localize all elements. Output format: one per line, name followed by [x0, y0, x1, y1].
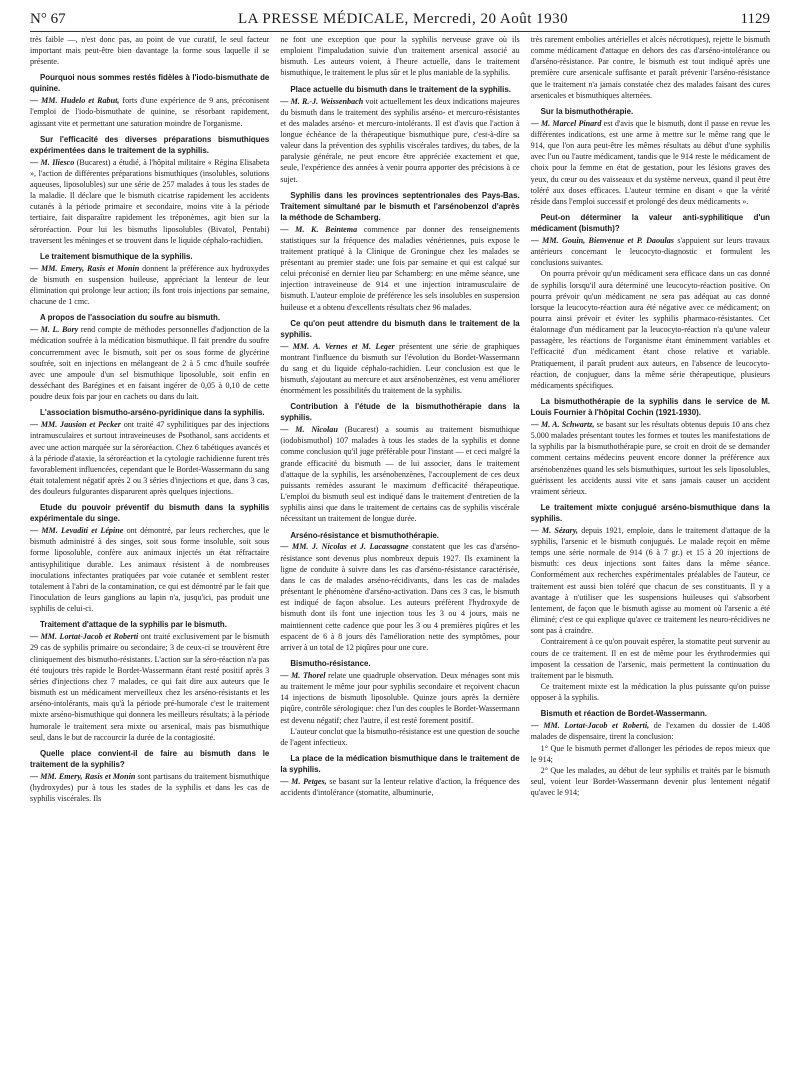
abstract-title: La place de la médication bismuthique dans le traitement de la syphilis. — [280, 754, 520, 774]
running-header — [30, 6, 770, 32]
abstract-authors: — MM. Emery, Rasis et Monin — [30, 263, 140, 273]
abstract-body: commence par donner des renseignements statistiques sur la fréquence des maladies vénériennes, puis expose le traitement pratiqué à la Clinique de Groningue chez les malades se présentant au premier stade: une fois par semaine et qui est calqué sur celui préconisé en dernier lieu par Schamberg: en une même séance, une injection intraveineuse de 914 et une injection intramusculaire de bismuth. L'auteur emploie de préférence les sels insolubles en suspension huileuse et a obtenu d'excellents résultats chez 96 malades. — [280, 224, 520, 312]
abstract-arseno-resistance — [280, 531, 519, 653]
abstract-bordet-wassermann — [531, 709, 770, 798]
abstract-place-actuelle — [280, 85, 519, 185]
abstract-body: ont traité 47 syphilitiques par des injections intramusculaires et surtout intraveineuses de Psothanol, sans accidents et avec une action marquée sur la séroréaction. Chez 6 tabétiques avancés et à la période d'ataxie, la séroréaction et la cytologie rachidienne furent très favorablement influencées, cependant que le Bordet-Wassermann du sang était totalement négatif après 2 ou 3 séries d'injections et que, dans 3 cas, des douleurs fulgurantes disparurent après quelques injections. — [30, 420, 270, 497]
abstract-title: Arséno-résistance et bismuthothérapie. — [290, 530, 439, 540]
abstract-title: Traitement d'attaque de la syphilis par le bismuth. — [40, 620, 227, 630]
abstract-title: Contribution à l'étude de la bismuthothérapie dans la syphilis. — [280, 402, 520, 423]
column-2-continuation: ne font une exception que pour la syphilis nerveuse grave où ils emploient l'impaludation suivie d'un traitement arsenical associé au bismuth. Les auteurs voient, à l'heure actuelle, dans le traitement bismuthique, le traitement le plus sûr et le plus maniable de la syphilis. — [280, 35, 520, 78]
abstract-pays-bas — [280, 191, 519, 313]
abstract-body: (Bucarest) a soumis au traitement bismuthique (iodobismuthol) 107 malades à tous les stades de la syphilis et donne comme conclusion qu'il juge préférable pour l'instant — et ceci malgré la grande efficacité du bismuth — de lui associer, dans le traitement d'attaque de la syphilis, les arsénobenzènes, l'accouplement de ces deux puissants remèdes assurant le maximum d'efficacité thérapeutique. L'emploi du bismuth seul est indiqué dans le traitement d'entretien de la syphilis ainsi que dans le traitement de certains cas de syphilis viscérale nécessitant un traitement de longue durée. — [280, 425, 520, 524]
abstract-body: (Bucarest) a étudié, à l'hôpital militaire « Régina Elisabeta », l'action de différentes préparations bismuthiques (insolubles, solutions aqueuses, liposolubles) sur une série de 257 malades à tous les stades de la maladie. Il déclare que le bismuth cicatrise rapidement les accidents cutanés à la période primaire et secondaire, moins vite à la période tertiaire, fait disparaître rapidement les tréponèmes, agit bien sur la séroréaction. Pour lui les bismuths liposolubles (Bivatol, Pentabi) traversent les méninges et se trouvent dans le liquide céphalo-rachidien. — [30, 157, 270, 245]
abstract-arseno-pyridinique — [30, 408, 269, 497]
abstract-body: constatent que les cas d'arséno-résistance sont devenus plus nombreux depuis 1927. Ils examinent la ligne de conduite à suivre dans les cas d'arséno-résistance caractérisée, dans le cas de malades arséno-récidivants, dans les cas de malades présentant le phénomène d'arséno-activation. Dans ces 3 cas, le bismuth est indiqué de façon absolue. Les auteurs préfèrent l'hydroxyde de bismuth dont ils font une injection tous les 3 ou 4 jours, mais ne maintiennent cette cadence que pour les 3 ou 4 premières piqûres et les espacent de 6 à 8 jours dès l'amélioration nette des symptômes, pour arriver à un total de 12 piqûres pour une cure. — [280, 542, 520, 652]
column-1 — [30, 34, 269, 1076]
column-3 — [531, 34, 770, 1076]
abstract-body: donnent la préférence aux hydroxydes de bismuth en suspension huileuse, appréciant la lenteur de leur élimination qui prolonge leur action; ils font trois injections par semaine, chacune de 1 cmc. — [30, 263, 270, 307]
abstract-traitement-mixte — [531, 503, 770, 703]
abstract-paragraph: Contrairement à ce qu'on pouvait espérer, la stomatite peut survenir au cours de ce traitement. Il en est de même pour les érythrodermies qui imposent la cessation de l'arsenic, mais permettent la continuation du traitement par le bismuth. — [530, 637, 770, 680]
abstract-title: Peut-on déterminer la valeur anti-syphilitique d'un médicament (bismuth)? — [530, 213, 770, 233]
abstract-authors: — MM. A. Vernes et M. Leger — [280, 341, 395, 351]
abstract-soufre — [30, 313, 269, 402]
abstract-authors: — MM. Lortat-Jacob et Roberti — [30, 632, 139, 642]
abstract-title: Pourquoi nous sommes restés fidèles à l'iodo-bismuthate de quinine. — [30, 73, 270, 94]
abstract-title: Sur la bismuthothérapie. — [540, 106, 634, 116]
abstract-title: La bismuthothérapie de la syphilis dans le service de M. Louis Fournier à l'hôpital Cochin (1921-1930). — [530, 397, 770, 417]
abstract-bismuthotherapie — [531, 107, 770, 207]
abstract-authors: — M. Petges, — [280, 776, 327, 786]
abstract-body: se basant sur la lenteur relative d'action, la fréquence des accidents d'intolérance (stomatite, albuminurie, — [280, 776, 520, 797]
abstract-preparations — [30, 135, 269, 246]
abstract-title: Bismutho-résistance. — [290, 659, 371, 669]
abstract-body: de l'examen du dossier de 1.408 malades de dispensaire, tirent la conclusion: — [530, 721, 770, 742]
abstract-paragraph: L'auteur conclut que la bismutho-résistance est une question de souche de l'agent infectieux. — [280, 726, 520, 747]
abstract-body: ont démontré, par leurs recherches, que le bismuth administré à des singes, soit sous forme insoluble, soit sous forme liposoluble, confère aux animaux injectés un état réfractaire antisyphilitique durable. Les animaux résistent à de nombreuses inoculations infectantes pratiquées par voie cutanée et semblent rester totalement à l'abri de la contamination, ce qui est démontré par le fait que l'inoculation de leurs ganglions au lapin n'a, jusqu'ici, pas produit une syphilis de celui-ci. — [30, 526, 270, 614]
abstract-authors: — M. Nicolau — [280, 425, 338, 435]
abstract-authors: — MM. Jausion et Pecker — [30, 420, 121, 430]
abstract-iodobismuthate — [30, 73, 269, 128]
abstract-authors: — M. A. Schwartz, — [530, 419, 595, 429]
abstract-quelle-place — [30, 749, 269, 804]
abstract-traitement-bismuthique — [30, 252, 269, 308]
abstract-body: ont traité exclusivement par le bismuth 29 cas de syphilis primaire ou secondaire; 3 de ceux-ci se trouvèrent être cliniquement des bismutho-résistants. L'action sur la séro-réaction n'a pas été toujours très rapide le Bordet-Wassermann étant resté positif après 3 séries d'injections chez 7 malades, ce qui fait dire aux auteurs que le bismuth est un médicament merveilleux chez les arséno-résistants et les arséno-intolérants, mais qu'à la période pré-humorale c'est le traitement mixte arséno-bismuthique qui donnera les meilleurs résultats; à la période humorale le traitement sera mixte ou arsenical, mais pas bismuthique seul, dans le but de raccourcir la durée de la contagiosité. — [30, 632, 270, 742]
abstract-traitement-attaque — [30, 620, 269, 742]
abstract-contribution — [280, 402, 519, 524]
conclusion-item: 2° Que les malades, au début de leur syphilis et traités par le bismuth seul, voient leur Bordet-Wassermann devenir plus lentement négatif qu'avec le 914; — [530, 765, 770, 798]
abstract-authors: — M. R.-J. Weissenbach — [280, 96, 364, 106]
abstract-title: Syphilis dans les provinces septentrionales des Pays-Bas. Traitement simultané par le bismuth et l'arsénobenzol d'après la méthode de Schamberg. — [280, 190, 520, 222]
abstract-valeur-anti-syphilitique — [531, 213, 770, 391]
abstract-title: Bismuth et réaction de Bordet-Wassermann. — [540, 709, 707, 719]
abstract-bismutho-resistance — [280, 659, 519, 748]
abstract-body: s'appuient sur leurs travaux antérieurs concernant le leucocyto-diagnostic et formulent les conclusions suivantes. — [530, 235, 770, 268]
abstract-cochin — [531, 397, 770, 497]
abstract-paragraph: On pourra prévoir qu'un médicament sera efficace dans un cas donné de syphilis lorsqu'il aura déterminé une leucocyto-réaction positive. On pourra prévoir qu'un médicament ne sera pas adéquat au cas donné lorsque la leucocyto-réaction aura été négative avec ce médicament; on pourra ainsi prévoir et éviter les syphilis pharmaco-résistantes. Cet étalonnage d'un médicament par la leucocyto-réaction n'a qu'une valeur passagère, les réactions de l'organisme étant éminemment variables et l'efficacité d'un médicament étant chose relative et variable. Pratiquement, il paraît prudent aux auteurs, en l'absence de leucocyto-réaction, de conjuguer, dans la même série thérapeutique, plusieurs médicaments spécifiques. — [530, 269, 770, 390]
abstract-place-medication — [280, 754, 519, 798]
abstract-authors: — M. Sézary, — [530, 525, 579, 535]
abstract-title: L'association bismutho-arséno-pyridinique dans la syphilis. — [40, 408, 265, 418]
abstract-authors: — M. Iliesco — [30, 157, 75, 167]
abstract-title: Etude du pouvoir préventif du bismuth dans la syphilis expérimentale du singe. — [30, 503, 270, 524]
abstract-authors: — MM. Levaditi et Lépine — [30, 526, 124, 536]
abstract-pouvoir-preventif — [30, 503, 269, 614]
abstract-body: voit actuellement les deux indications majeures du bismuth dans le traitement des syphilis arséno- et mercuro-résistantes et des malades arséno- et mercuro-intolérants. Il est d'avis que l'action à longue échéance de la thérapeutique bismuthique pure, c'est-à-dire sa valeur dans la prévention des syphilis viscérales tardives, du tabes, de la paralysie générale, ne peut encore être appréciée exactement et que, seule, l'expérience des années à venir pourra apporter des précisions à ce sujet. — [280, 96, 520, 184]
abstract-paragraph: Ce traitement mixte est la médication la plus puissante qu'on puisse opposer à la syphilis. — [530, 682, 770, 703]
abstract-authors: — MM. J. Nicolas et J. Lacassagne — [280, 542, 409, 552]
abstract-body: se basant sur les résultats obtenus depuis 10 ans chez 5.000 malades présentant toutes les formes et toutes les manifestations de la syphilis par la bismuthothérapie pure, se croit en droit de se demander comment certains médecins peuvent encore donner la préférence aux arsénobenzènes quand les sels bismuthiques, surtout les sels liposolubles, guérissent les accidents aussi vite et sans jamais causer un accident vraiment sérieux. — [530, 419, 770, 496]
abstract-body: est d'avis que le bismuth, dont il passe en revue les différentes indications, est une arme à mettre sur le même rang que le 914, que l'on aura peut-être les mêmes résultats au début d'une syphilis avec l'un ou l'autre médicament, tandis que le 914 reste le médicament de choix pour la femme en état de gestation, pour les lésions graves des yeux, du cœur ou des vaisseaux et du système nerveux, quand il peut être toléré aux doses efficaces. L'auteur termine en disant « que la vérité réside dans l'emploi successif et prolongé des deux médicaments ». — [530, 118, 770, 206]
abstract-title: Sur l'efficacité des diverses préparations bismuthiques expérimentées dans le traitement de la syphilis. — [30, 134, 270, 155]
abstract-authors: — MM. Gouin, Bienvenue et P. Daoulas — [530, 235, 674, 245]
journal-title: LA PRESSE MÉDICALE, Mercredi, 20 Août 1930 — [237, 11, 569, 27]
abstract-body: relate une quadruple observation. Deux ménages sont mis au traitement le même jour pour syphilis secondaire et reçoivent chacun 14 injections de bismuth liposoluble. Quinze jours après la dernière piqûre, contrôle sérologique: chez l'un des couples le Bordet-Wassermann est devenu négatif; chez l'autre, il est resté forement positif. — [280, 670, 520, 725]
abstract-authors: — M. K. Beintema — [280, 224, 358, 234]
abstract-authors: — MM. Hudelo et Rabut, — [30, 96, 120, 106]
article-columns — [30, 34, 770, 1076]
abstract-title: Le traitement mixte conjugué arséno-bismuthique dans la syphilis. — [530, 503, 770, 523]
column-3-continuation: très rarement embolies artérielles et alcès nécrotiques), rejette le bismuth comme médicament d'attaque en dehors des cas d'arséno-intolérance ou d'arséno-résistance. Par contre, le bismuth est tout indiqué après une première cure arsenicale suffisante et paraît prévenir l'arséno-résistance que le traitement n'a jamais constatée chez des malades faisant des cures arsenicales et bismuthiques alternées. — [530, 35, 770, 100]
page-number: 1129 — [740, 11, 770, 27]
abstract-body: présentent une série de graphiques montrant l'influence du bismuth sur l'évolution du Bordet-Wassermann du sang et du liquide céphalo-rachidien. Leur conclusion est que le bismuth, s'ajoutant au mercure et aux arsénobenzènes, est venu améliorer énormément les possibilités du traitement de la syphilis. — [280, 341, 520, 396]
abstract-title: Ce qu'on peut attendre du bismuth dans le traitement de la syphilis. — [280, 318, 520, 339]
abstract-authors: — M. Thorel — [280, 670, 326, 680]
column-1-continuation: très faible —, n'est donc pas, au point de vue curatif, le seul facteur important mais peut-être bien davantage la forme sous laquelle il se présente. — [30, 35, 270, 67]
abstract-ce-qu-on-peut-attendre — [280, 319, 519, 397]
abstract-body: rend compte de méthodes personnelles d'adjonction de la médication soufrée à la médication bismuthique. Il fait prendre du soufre concurremment avec le bismuth, soit per os sous forme de glycérine soufrée, soit en injections en mélangeant de 2 à 5 cmc d'huile soufrée avec une ampoule d'un sel bismuthique liposoluble, soit enfin en desséchant des Barégines et en faisant ingérer de 0,05 à 0,10 de cette poudre deux fois par jour en cachets ou dans du lait. — [30, 325, 270, 402]
issue-number: N° 67 — [30, 11, 66, 27]
abstract-title: Quelle place convient-il de faire au bismuth dans le traitement de la syphilis? — [30, 748, 270, 769]
abstract-title: Le traitement bismuthique de la syphilis. — [40, 251, 193, 261]
abstract-authors: — MM. Emery, Rasis et Monin — [30, 771, 136, 781]
abstract-body: depuis 1921, emploie, dans le traitement d'attaque de la syphilis, l'arsenic et le bismuth conjugués. Le malade reçoit en même temps une série normale de 914 (6 à 7 gr.) et 15 à 20 injections de bismuth: ces deux injections sont faites dans la même séance. Conformément aux recherches expérimentales préalables de l'auteur, ce traitement est aussi bien toléré que chacun de ses constituants. Il y a avantage à n'utiliser que les suspensions huileuses qui s'absorbent lentement, de façon que le bismuth agisse au moment où l'arsenic a été éliminé; c'est ce qui explique qu'avec ce traitement les neuro-récidives ne sont pas à craindre. — [530, 525, 770, 636]
column-2 — [280, 34, 519, 1076]
abstract-body: sont partisans du traitement bismuthique (hydroxydes) pur à tous les stades de la syphilis et dans les cas de syphilis viscérales. Ils — [30, 771, 270, 803]
conclusion-item: 1° Que le bismuth permet d'allonger les périodes de repos mieux que le 914; — [530, 743, 770, 764]
abstract-body: forts d'une expérience de 9 ans, préconisent l'emploi de l'iodo-bismuthate de quinine, se résorbant rapidement, agissant vite et permettant une saturation moindre de l'organisme. — [30, 96, 270, 128]
abstract-title: Place actuelle du bismuth dans le traitement de la syphilis. — [290, 84, 511, 94]
abstract-authors: — M. L. Bory — [30, 325, 79, 335]
abstract-authors: — M. Marcel Pinard — [530, 118, 602, 128]
abstract-authors: — MM. Lortat-Jacob et Roberti, — [530, 721, 650, 731]
abstract-title: A propos de l'association du soufre au bismuth. — [40, 313, 221, 323]
